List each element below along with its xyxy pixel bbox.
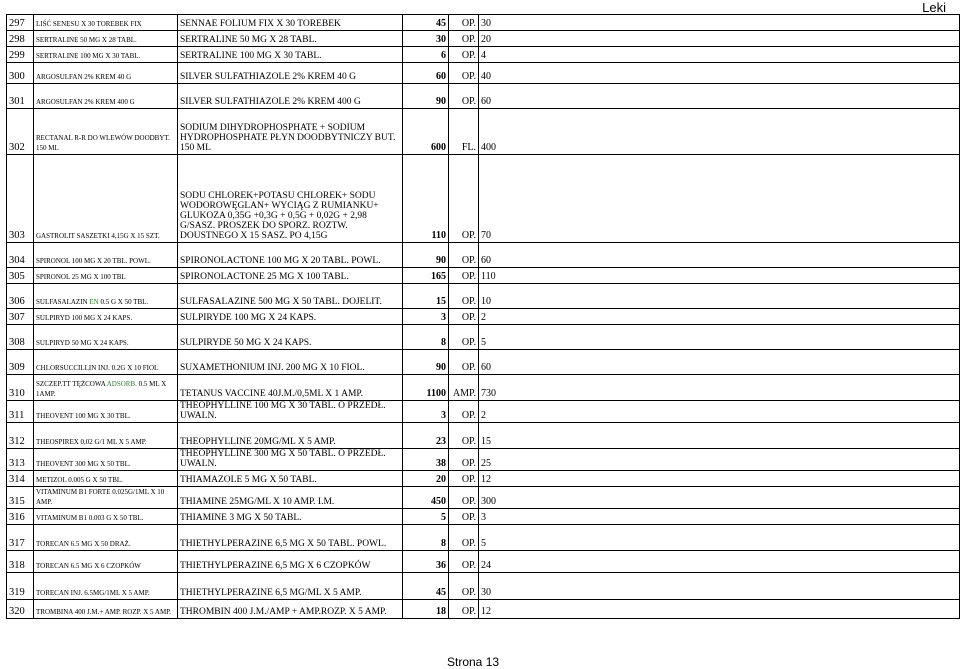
table-row bbox=[7, 47, 960, 63]
polish-name: THEOVENT 100 MG X 30 TBL. bbox=[34, 401, 178, 423]
value: 300 bbox=[479, 487, 960, 509]
unit: OP. bbox=[449, 423, 479, 449]
row-number: 300 bbox=[7, 63, 34, 84]
table-row bbox=[7, 309, 960, 325]
quantity: 450 bbox=[403, 487, 449, 509]
row-number: 315 bbox=[7, 487, 34, 509]
value: 2 bbox=[479, 309, 960, 325]
polish-name: SPIRONOL 100 MG X 20 TBL. POWL. bbox=[34, 243, 178, 268]
polish-name: THEOVENT 300 MG X 50 TBL. bbox=[34, 449, 178, 471]
quantity: 45 bbox=[403, 15, 449, 31]
polish-name: SULPIRYD 100 MG X 24 KAPS. bbox=[34, 309, 178, 325]
table-row bbox=[7, 350, 960, 375]
row-number: 310 bbox=[7, 375, 34, 401]
polish-name: VITAMINUM B1 FORTE 0.025G/1ML X 10 AMP. bbox=[34, 487, 178, 509]
unit: AMP. bbox=[449, 375, 479, 401]
value: 20 bbox=[479, 31, 960, 47]
row-number: 306 bbox=[7, 284, 34, 309]
table-row bbox=[7, 375, 960, 401]
drug-table bbox=[6, 14, 960, 619]
value: 10 bbox=[479, 284, 960, 309]
polish-name-part: SZCZEP.TT TĘŻCOWA bbox=[36, 380, 107, 388]
row-number: 320 bbox=[7, 600, 34, 619]
table-row bbox=[7, 84, 960, 109]
table-row bbox=[7, 600, 960, 619]
table-row bbox=[7, 15, 960, 31]
unit: OP. bbox=[449, 525, 479, 551]
row-number: 318 bbox=[7, 551, 34, 573]
polish-name: TORECAN 6.5 MG X 50 DRAŻ. bbox=[34, 525, 178, 551]
unit: OP. bbox=[449, 449, 479, 471]
polish-name: VITAMINUM B1 0.003 G X 50 TBL. bbox=[34, 509, 178, 525]
table-row bbox=[7, 284, 960, 309]
table-row bbox=[7, 155, 960, 243]
unit: OP. bbox=[449, 600, 479, 619]
unit: OP. bbox=[449, 573, 479, 600]
unit: OP. bbox=[449, 487, 479, 509]
row-number: 305 bbox=[7, 268, 34, 284]
value: 24 bbox=[479, 551, 960, 573]
unit: OP. bbox=[449, 47, 479, 63]
table-row bbox=[7, 63, 960, 84]
row-number: 307 bbox=[7, 309, 34, 325]
row-number: 301 bbox=[7, 84, 34, 109]
quantity: 60 bbox=[403, 63, 449, 84]
polish-name bbox=[34, 375, 178, 401]
value: 30 bbox=[479, 573, 960, 600]
english-name: THIETHYLPERAZINE 6,5 MG X 50 TABL. POWL. bbox=[178, 525, 403, 551]
value: 400 bbox=[479, 109, 960, 155]
table-row bbox=[7, 449, 960, 471]
polish-name-part: 0.5 ML X 1AMP. bbox=[36, 380, 167, 398]
value: 3 bbox=[479, 509, 960, 525]
quantity: 90 bbox=[403, 243, 449, 268]
value: 5 bbox=[479, 325, 960, 350]
table-row bbox=[7, 268, 960, 284]
unit: OP. bbox=[449, 284, 479, 309]
page-header-title: Leki bbox=[922, 0, 946, 15]
quantity: 8 bbox=[403, 525, 449, 551]
quantity: 3 bbox=[403, 401, 449, 423]
quantity: 600 bbox=[403, 109, 449, 155]
row-number: 316 bbox=[7, 509, 34, 525]
english-name: THIETHYLPERAZINE 6,5 MG X 6 CZOPKÓW bbox=[178, 551, 403, 573]
english-name: THEOPHYLLINE 300 MG X 50 TABL. O PRZEDŁ. UWALN. bbox=[178, 449, 403, 471]
value: 60 bbox=[479, 84, 960, 109]
table-row bbox=[7, 401, 960, 423]
polish-name: CHLORSUCCILLIN INJ. 0.2G X 10 FIOL bbox=[34, 350, 178, 375]
unit: OP. bbox=[449, 155, 479, 243]
english-name: THIETHYLPERAZINE 6,5 MG/ML X 5 AMP. bbox=[178, 573, 403, 600]
row-number: 314 bbox=[7, 471, 34, 487]
english-name: SPIRONOLACTONE 100 MG X 20 TABL. POWL. bbox=[178, 243, 403, 268]
polish-name: TORECAN 6.5 MG X 6 CZOPKÓW bbox=[34, 551, 178, 573]
table-row bbox=[7, 243, 960, 268]
english-name: THIAMINE 25MG/ML X 10 AMP. I.M. bbox=[178, 487, 403, 509]
english-name: SUXAMETHONIUM INJ. 200 MG X 10 FIOL. bbox=[178, 350, 403, 375]
table-row bbox=[7, 487, 960, 509]
row-number: 303 bbox=[7, 155, 34, 243]
english-name: THIAMAZOLE 5 MG X 50 TABL. bbox=[178, 471, 403, 487]
english-name: SULPIRYDE 50 MG X 24 KAPS. bbox=[178, 325, 403, 350]
unit: OP. bbox=[449, 401, 479, 423]
value: 40 bbox=[479, 63, 960, 84]
quantity: 6 bbox=[403, 47, 449, 63]
value: 730 bbox=[479, 375, 960, 401]
table-row bbox=[7, 325, 960, 350]
table-row bbox=[7, 573, 960, 600]
value: 5 bbox=[479, 525, 960, 551]
unit: OP. bbox=[449, 84, 479, 109]
english-name: THIAMINE 3 MG X 50 TABL. bbox=[178, 509, 403, 525]
polish-name: SERTRALINE 50 MG X 28 TABL. bbox=[34, 31, 178, 47]
polish-name: ARGOSULFAN 2% KREM 400 G bbox=[34, 84, 178, 109]
unit: FL. bbox=[449, 109, 479, 155]
unit: OP. bbox=[449, 243, 479, 268]
english-name: SERTRALINE 100 MG X 30 TABL. bbox=[178, 47, 403, 63]
table-row bbox=[7, 471, 960, 487]
quantity: 1100 bbox=[403, 375, 449, 401]
table-row bbox=[7, 109, 960, 155]
row-number: 304 bbox=[7, 243, 34, 268]
polish-name: TORECAN INJ. 6.5MG/1ML X 5 AMP. bbox=[34, 573, 178, 600]
quantity: 20 bbox=[403, 471, 449, 487]
unit: OP. bbox=[449, 268, 479, 284]
quantity: 30 bbox=[403, 31, 449, 47]
polish-name-part: EN bbox=[89, 298, 99, 306]
english-name: SULPIRYDE 100 MG X 24 KAPS. bbox=[178, 309, 403, 325]
polish-name-part: 0.5 G X 50 TBL. bbox=[98, 298, 149, 306]
polish-name-part: ADSORB. bbox=[106, 380, 137, 388]
english-name: SENNAE FOLIUM FIX X 30 TOREBEK bbox=[178, 15, 403, 31]
value: 4 bbox=[479, 47, 960, 63]
row-number: 297 bbox=[7, 15, 34, 31]
quantity: 110 bbox=[403, 155, 449, 243]
table-row bbox=[7, 525, 960, 551]
unit: OP. bbox=[449, 63, 479, 84]
quantity: 8 bbox=[403, 325, 449, 350]
quantity: 165 bbox=[403, 268, 449, 284]
unit: OP. bbox=[449, 309, 479, 325]
unit: OP. bbox=[449, 471, 479, 487]
value: 60 bbox=[479, 243, 960, 268]
unit: OP. bbox=[449, 31, 479, 47]
value: 110 bbox=[479, 268, 960, 284]
polish-name-part: SULFASALAZIN bbox=[36, 298, 90, 306]
row-number: 309 bbox=[7, 350, 34, 375]
row-number: 313 bbox=[7, 449, 34, 471]
polish-name bbox=[34, 284, 178, 309]
polish-name: THEOSPIREX 0,02 G/1 ML X 5 AMP. bbox=[34, 423, 178, 449]
english-name: SULFASALAZINE 500 MG X 50 TABL. DOJELIT. bbox=[178, 284, 403, 309]
value: 30 bbox=[479, 15, 960, 31]
table-row bbox=[7, 551, 960, 573]
quantity: 45 bbox=[403, 573, 449, 600]
row-number: 299 bbox=[7, 47, 34, 63]
english-name: TETANUS VACCINE 40J.M./0,5ML X 1 AMP. bbox=[178, 375, 403, 401]
english-name: SODIUM DIHYDROPHOSPHATE + SODIUM HYDROPHOSPHATE PŁYN DOODBYTNICZY BUT. 150 ML bbox=[178, 109, 403, 155]
quantity: 23 bbox=[403, 423, 449, 449]
polish-name: TROMBINA 400 J.M.+ AMP. ROZP. X 5 AMP. bbox=[34, 600, 178, 619]
value: 70 bbox=[479, 155, 960, 243]
english-name: SILVER SULFATHIAZOLE 2% KREM 40 G bbox=[178, 63, 403, 84]
value: 25 bbox=[479, 449, 960, 471]
table-row bbox=[7, 423, 960, 449]
row-number: 311 bbox=[7, 401, 34, 423]
polish-name: SULPIRYD 50 MG X 24 KAPS. bbox=[34, 325, 178, 350]
value: 15 bbox=[479, 423, 960, 449]
quantity: 18 bbox=[403, 600, 449, 619]
english-name: SERTRALINE 50 MG X 28 TABL. bbox=[178, 31, 403, 47]
english-name: SPIRONOLACTONE 25 MG X 100 TABL. bbox=[178, 268, 403, 284]
english-name: THEOPHYLLINE 20MG/ML X 5 AMP. bbox=[178, 423, 403, 449]
table-row bbox=[7, 509, 960, 525]
row-number: 312 bbox=[7, 423, 34, 449]
unit: OP. bbox=[449, 325, 479, 350]
polish-name: LIŚĆ SENESU X 30 TOREBEK FIX bbox=[34, 15, 178, 31]
unit: OP. bbox=[449, 350, 479, 375]
quantity: 36 bbox=[403, 551, 449, 573]
row-number: 298 bbox=[7, 31, 34, 47]
value: 12 bbox=[479, 600, 960, 619]
quantity: 90 bbox=[403, 350, 449, 375]
quantity: 5 bbox=[403, 509, 449, 525]
unit: OP. bbox=[449, 509, 479, 525]
polish-name: RECTANAL R-R DO WLEWÓW DOODBYT. 150 ML bbox=[34, 109, 178, 155]
row-number: 319 bbox=[7, 573, 34, 600]
english-name: THEOPHYLLINE 100 MG X 30 TABL. O PRZEDŁ. UWALN. bbox=[178, 401, 403, 423]
quantity: 15 bbox=[403, 284, 449, 309]
polish-name: SPIRONOL 25 MG X 100 TBL bbox=[34, 268, 178, 284]
row-number: 302 bbox=[7, 109, 34, 155]
english-name: SODU CHLOREK+POTASU CHLOREK+ SODU WODOROWĘGLAN+ WYCIĄG Z RUMIANKU+ GLUKOZA 0,35G +0,3G + 0,5G + 0,02G + 2,98 G/SASZ. PROSZEK DO SPORZ. ROZTW. DOUSTNEGO X 15 SASZ. PO 4,15G bbox=[178, 155, 403, 243]
polish-name: SERTRALINE 100 MG X 30 TABL. bbox=[34, 47, 178, 63]
row-number: 317 bbox=[7, 525, 34, 551]
english-name: SILVER SULFATHIAZOLE 2% KREM 400 G bbox=[178, 84, 403, 109]
quantity: 38 bbox=[403, 449, 449, 471]
polish-name: ARGOSULFAN 2% KREM 40 G bbox=[34, 63, 178, 84]
page-footer-number: Strona 13 bbox=[447, 655, 500, 669]
quantity: 90 bbox=[403, 84, 449, 109]
value: 60 bbox=[479, 350, 960, 375]
value: 2 bbox=[479, 401, 960, 423]
table-row bbox=[7, 31, 960, 47]
quantity: 3 bbox=[403, 309, 449, 325]
polish-name: GASTROLIT SASZETKI 4,15G X 15 SZT. bbox=[34, 155, 178, 243]
row-number: 308 bbox=[7, 325, 34, 350]
unit: OP. bbox=[449, 551, 479, 573]
polish-name: METIZOL 0.005 G X 50 TBL. bbox=[34, 471, 178, 487]
value: 12 bbox=[479, 471, 960, 487]
drug-table-body bbox=[7, 15, 960, 619]
unit: OP. bbox=[449, 15, 479, 31]
english-name: THROMBIN 400 J.M./AMP + AMP.ROZP. X 5 AMP. bbox=[178, 600, 403, 619]
